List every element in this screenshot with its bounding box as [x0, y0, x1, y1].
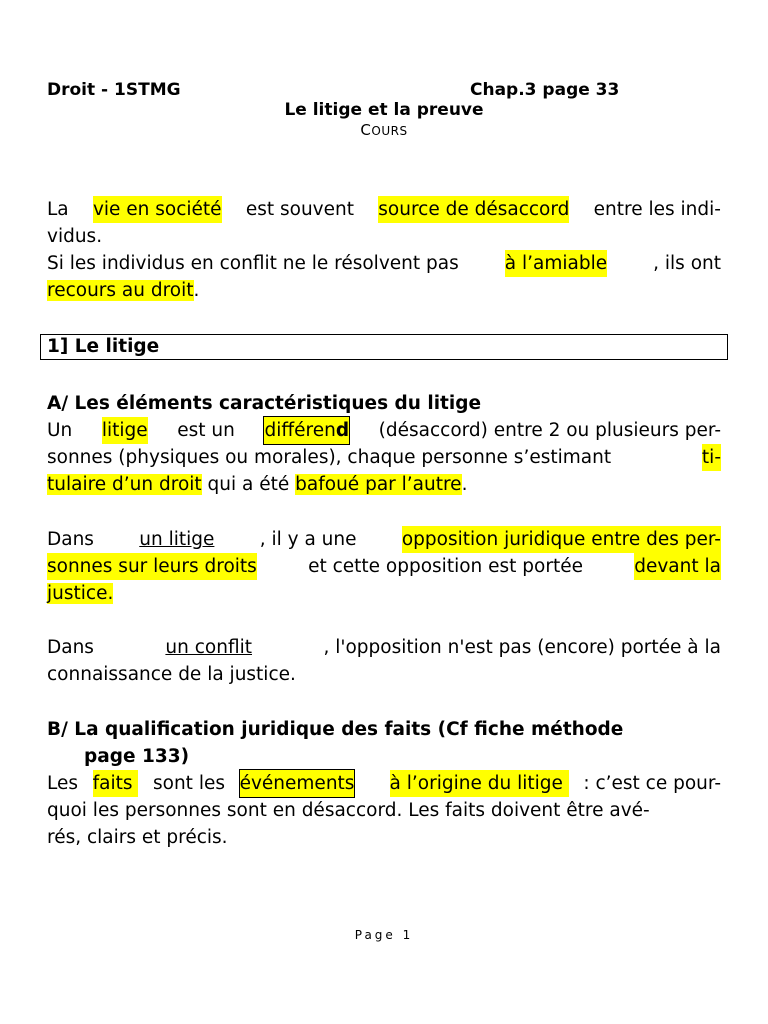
part-a-p3-line-2: connaissance de la justice. [47, 664, 296, 685]
highlight-differend: différend [264, 417, 349, 444]
part-b-line-3: rés, clairs et précis. [47, 827, 228, 848]
highlight-titulaire-2: tulaire d’un droit [47, 474, 202, 495]
intro-paragraph [47, 196, 721, 304]
intro-line-3: Si les individus en conflit ne le résolvent pas à l’amiable , ils ont [47, 250, 721, 277]
underline-un-conflit: un conflit [165, 637, 252, 658]
part-a-p1-line-1: Un litige est un différend (désaccord) entre 2 ou plusieurs per- [47, 417, 721, 444]
intro-line-2: vidus. [47, 226, 103, 247]
highlight-opposition-1: opposition juridique entre des per- [402, 526, 721, 553]
part-b-line-1: Les faits sont les événements à l’origine du litige : c’est ce pour- [47, 770, 721, 797]
intro-line-1: La vie en société est souvent source de désaccord entre les indi- [47, 196, 721, 223]
section-title: 1] Le litige [47, 336, 160, 357]
part-a-paragraph-3 [47, 634, 721, 688]
part-b-line-2: quoi les personnes sont en désaccord. Les faits doivent être avé- [47, 800, 650, 821]
highlight-recours-droit: recours au droit [47, 280, 194, 301]
part-a-heading: A/ Les éléments caractéristiques du litige [47, 393, 482, 414]
highlight-titulaire-1: ti- [702, 444, 721, 471]
part-a-p2-line-1: Dans un litige , il y a une opposition juridique entre des per- [47, 526, 721, 553]
document-title: Le litige et la preuve [284, 100, 484, 120]
highlight-devant-la: devant la [634, 553, 721, 580]
underline-un-litige: un litige [139, 529, 215, 550]
header-subject: Droit - 1STMG [47, 80, 181, 100]
page-number: Page 1 [354, 928, 414, 942]
highlight-opposition-2: sonnes sur leurs droits [47, 553, 257, 580]
part-a-p1-line-2: sonnes (physiques ou morales), chaque personne s’estimant ti- [47, 444, 721, 471]
highlight-faits: faits [93, 770, 139, 797]
part-a-paragraph-1 [47, 417, 721, 498]
highlight-origine-litige: à l’origine du litige [390, 770, 569, 797]
intro-line-4: recours au droit. [47, 280, 200, 301]
highlight-vie-en-societe: vie en société [93, 196, 222, 223]
part-a-paragraph-2 [47, 526, 721, 607]
part-b-heading: B/ La qualification juridique des faits (Cf fiche méthode [47, 719, 624, 740]
header-chapter: Chap.3 page 33 [470, 80, 620, 100]
part-b-heading-line-2: page 133) [84, 746, 190, 767]
part-a-p2-line-2: sonnes sur leurs droits et cette opposition est portée devant la [47, 553, 721, 580]
part-a-p1-line-3: tulaire d’un droit qui a été bafoué par l’autre. [47, 474, 468, 495]
highlight-amiable: à l’amiable [505, 250, 607, 277]
part-b-paragraph [47, 770, 721, 851]
part-a-p2-line-3 [47, 580, 721, 607]
highlight-litige: litige [102, 417, 148, 444]
highlight-source-desaccord: source de désaccord [378, 196, 569, 223]
part-a-p3-line-1: Dans un conflit , l'opposition n'est pas (encore) portée à la [47, 634, 721, 661]
highlight-bafoue: bafoué par l’autre [295, 474, 462, 495]
highlight-evenements: événements [240, 770, 355, 797]
highlight-justice: justice. [47, 583, 114, 604]
document-subtitle: COURS [360, 121, 408, 139]
